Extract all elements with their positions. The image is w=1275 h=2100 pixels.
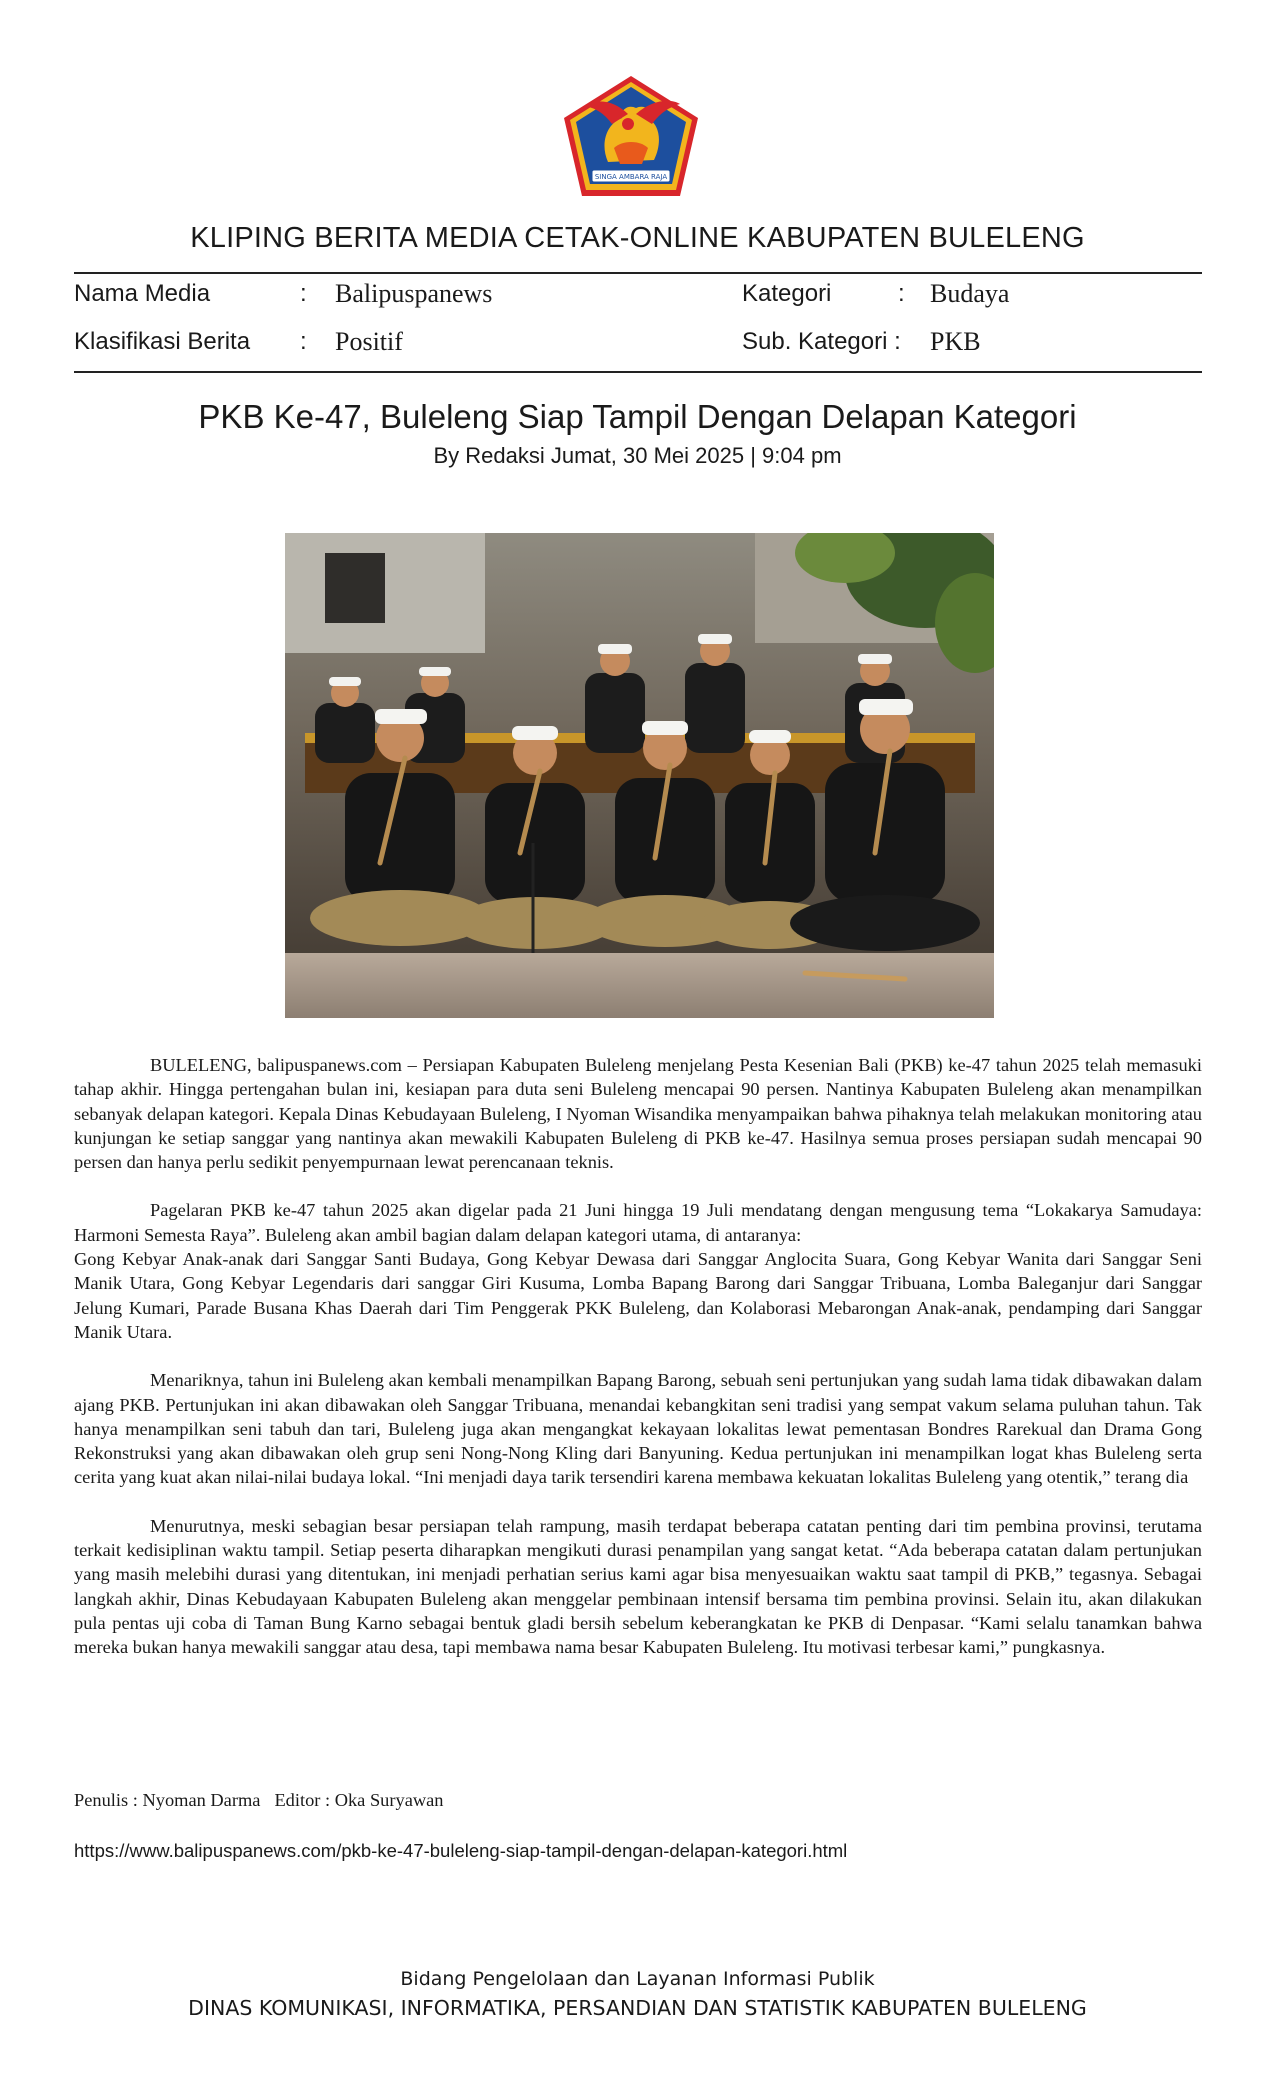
editor-credit: Editor : Oka Suryawan bbox=[274, 1790, 444, 1810]
klasifikasi-value: Positif bbox=[335, 327, 403, 356]
kategori-value: Budaya bbox=[930, 279, 1010, 308]
klasifikasi-label: Klasifikasi Berita bbox=[74, 328, 251, 355]
kategori-label: Kategori bbox=[742, 280, 832, 307]
media-value: Balipuspanews bbox=[335, 279, 493, 308]
article-byline: By Redaksi Jumat, 30 Mei 2025 | 9:04 pm bbox=[433, 443, 842, 468]
kategori-colon: : bbox=[898, 280, 905, 307]
subkategori-label: Sub. Kategori : bbox=[742, 328, 901, 355]
article-paragraph: BULELENG, balipuspanews.com – Persiapan Kabupaten Buleleng menjelang Pesta Kesenian Bali (PKB) ke-47 tahun 2025 telah memasuki tahap akhir. Hingga pertengahan bulan ini, kesiapan para duta seni Buleleng mencapai 90 persen. Nantinya Kabupaten Buleleng akan menampilkan sebanyak delapan kategori. Kepala Dinas Kebudayaan Buleleng, I Nyoman Wisandika menyampaikan bahwa pihaknya telah melakukan monitoring atau kunjungan ke setiap sanggar yang nantinya akan mewakili Kabupaten Buleleng di PKB ke-47. Hasilnya semua proses persiapan sudah mencapai 90 persen dan hanya perlu sedikit penyempurnaan lewat perencanaan teknis. bbox=[74, 1055, 1202, 1173]
article-body bbox=[74, 1053, 1202, 1684]
header-rule-bottom bbox=[74, 371, 1202, 373]
klasifikasi-colon: : bbox=[300, 328, 307, 355]
clipping-header-title: KLIPING BERITA MEDIA CETAK-ONLINE KABUPATEN BULELENG bbox=[190, 222, 1085, 254]
subkategori-value: PKB bbox=[930, 327, 981, 356]
article-headline: PKB Ke-47, Buleleng Siap Tampil Dengan Delapan Kategori bbox=[198, 398, 1077, 435]
svg-text:SINGA AMBARA RAJA: SINGA AMBARA RAJA bbox=[594, 173, 668, 181]
article-paragraph: Gong Kebyar Anak-anak dari Sanggar Santi Budaya, Gong Kebyar Dewasa dari Sanggar Anglocita Suara, Gong Kebyar Wanita dari Sanggar Seni Manik Utara, Gong Kebyar Legendaris dari sanggar Giri Kusuma, Lomba Bapang Barong dari Sanggar Tribuana, Lomba Baleganjur dari Sanggar Jelung Kumari, Parade Busana Khas Daerah dari Tim Penggerak PKK Buleleng, dan Kolaborasi Mebarongan Anak-anak, pendamping dari Sanggar Manik Utara. bbox=[74, 1249, 1202, 1342]
media-colon: : bbox=[300, 280, 307, 307]
writer-credit: Penulis : Nyoman Darma bbox=[74, 1790, 261, 1810]
media-label: Nama Media bbox=[74, 280, 211, 307]
article-paragraph: Menariknya, tahun ini Buleleng akan kembali menampilkan Bapang Barong, sebuah seni pertunjukan yang sudah lama tidak dibawakan dalam ajang PKB. Pertunjukan ini akan dibawakan oleh Sanggar Tribuana, menandai kebangkitan seni tradisi yang sempat vakum selama puluhan tahun. Tak hanya menampilkan seni tabuh dan tari, Buleleng juga akan mengangkat kekayaan lokalitas lewat pementasan Bondres Rarekual dan Drama Gong Rekonstruksi yang akan dibawakan oleh grup seni Nong-Nong Kling dari Banyuning. Kedua pertunjukan ini menampilkan logat khas Buleleng serta cerita yang kuat akan nilai-nilai budaya lokal. “Ini menjadi daya tarik tersendiri karena membawa kekuatan lokalitas Buleleng yang otentik,” terang dia bbox=[74, 1370, 1202, 1488]
header-rule-top bbox=[74, 272, 1202, 274]
article-paragraph: Pagelaran PKB ke-47 tahun 2025 akan digelar pada 21 Juni hingga 19 Juli mendatang dengan mengusung tema “Lokakarya Samudaya: Harmoni Semesta Raya”. Buleleng akan ambil bagian dalam delapan kategori utama, di antaranya: bbox=[74, 1200, 1202, 1245]
footer-division: Bidang Pengelolaan dan Layanan Informasi Publik bbox=[400, 1968, 875, 1990]
buleleng-crest-logo bbox=[562, 74, 700, 198]
article-credit bbox=[74, 1790, 444, 1811]
source-url-link[interactable]: https://www.balipuspanews.com/pkb-ke-47-buleleng-siap-tampil-dengan-delapan-kategori.html bbox=[74, 1840, 848, 1861]
footer-agency: DINAS KOMUNIKASI, INFORMATIKA, PERSANDIAN DAN STATISTIK KABUPATEN BULELENG bbox=[188, 1996, 1087, 2020]
article-photo bbox=[285, 533, 994, 1018]
article-paragraph: Menurutnya, meski sebagian besar persiapan telah rampung, masih terdapat beberapa catatan penting dari tim pembina provinsi, terutama terkait kedisiplinan waktu tampil. Setiap peserta diharapkan mengikuti durasi penampilan yang sangat ketat. “Ada beberapa catatan dalam pertunjukan yang masih melebihi durasi yang ditentukan, ini menjadi perhatian serius kami agar bisa menyesuaikan waktu saat tampil di PKB,” tegasnya. Sebagai langkah akhir, Dinas Kebudayaan Kabupaten Buleleng akan menggelar pembinaan intensif bersama tim pembina provinsi. Selain itu, akan dilakukan pula pentas uji coba di Taman Bung Karno sebagai bentuk gladi bersih sebelum keberangkatan ke PKB di Denpasar. “Kami selalu tanamkan bahwa mereka bukan hanya mewakili sanggar atau desa, tapi membawa nama besar Kabupaten Buleleng. Itu motivasi terbesar kami,” pungkasnya. bbox=[74, 1515, 1202, 1658]
